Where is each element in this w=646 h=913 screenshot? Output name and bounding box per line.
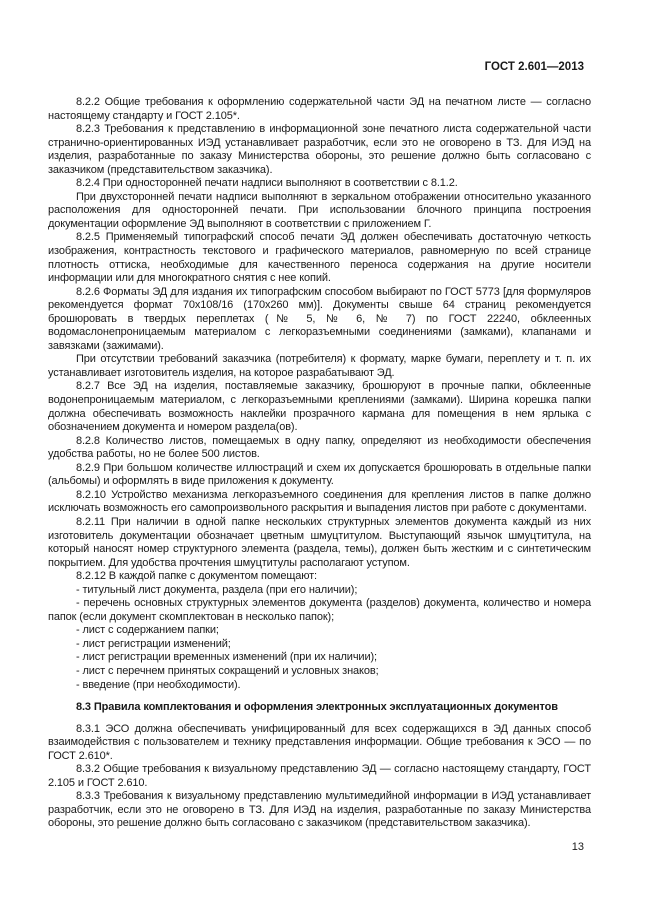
list-item: - титульный лист документа, раздела (при его наличии);: [76, 583, 358, 596]
paragraph-8-2-3: 8.2.3 Требования к представлению в информационной зоне печатного листа содержательной части странично-ориентированных ИЭД устанавливает разработчик, если это не оговорено в ТЗ. Для ИЭД на изделия, разработанные по заказу Министерства обороны, это решение должно быть согласовано с заказчиком (представительством заказчика).: [48, 123, 591, 176]
paragraph-8-2-5: 8.2.5 Применяемый типографский способ печати ЭД должен обеспечивать достаточную четкость изображения, контрастность текстового и графического материалов, равномерную по всей странице плотность оттиска, необходимые для качественного переноса содержания на другие носители информации или для многократного снятия с нее копий.: [48, 231, 591, 285]
paragraph-8-2-7: 8.2.7 Все ЭД на изделия, поставляемые заказчику, брошюруют в прочные папки, обклеенные водонепроницаемым материалом, с легкоразъемными креплениями (замками). Ширина корешка папки должна обеспечивать возможность наклейки прозрачного кармана для помещения в нем ярлыка с обозначением документа и номером раздела(ов).: [48, 380, 591, 434]
folder-contents-list: [48, 584, 591, 692]
list-item: - введение (при необходимости).: [76, 678, 241, 691]
paragraph-8-2-4: 8.2.4 При односторонней печати надписи выполняют в соответствии с 8.1.2.: [76, 177, 458, 190]
paragraph-8-3-1: 8.3.1 ЭСО должна обеспечивать унифицированный для всех содержащихся в ЭД данных способ взаимодействия с пользователем и технику представления информации. Общие требования к ЭСО — по ГОСТ 2.610*.: [48, 722, 591, 762]
paragraph-8-2-6: 8.2.6 Форматы ЭД для издания их типографским способом выбирают по ГОСТ 5773 [для формуляров рекомендуется формат 70x108/16 (170x260 мм)]. Документы свыше 64 страниц рекомендуется брошюровать в твердых переплетах (№ 5, № 6, № 7) по ГОСТ 22240, обклеенных водомаслонепроницаемым материалом с легкоразъемными соединениями (замками), клапанами и завязками (зажимами).: [48, 285, 591, 352]
section-heading-8-3: 8.3 Правила комплектования и оформления электронных эксплуатационных документов: [76, 701, 558, 714]
page-body: [48, 96, 591, 831]
list-item: - лист регистрации изменений;: [76, 637, 231, 650]
paragraph-8-2-2: 8.2.2 Общие требования к оформлению содержательной части ЭД на печатном листе — согласно настоящему стандарту и ГОСТ 2.105*.: [48, 96, 591, 122]
paragraph-8-2-9: 8.2.9 При большом количестве иллюстраций и схем их допускается брошюровать в отдельные папки (альбомы) и оформлять в виде приложения к документу.: [48, 461, 591, 488]
list-item: - лист с перечнем принятых сокращений и условных знаков;: [76, 664, 379, 677]
page-number: 13: [571, 841, 584, 853]
list-item: - перечень основных структурных элементов документа (разделов) документа, количество и номера папок (если документ скомплектован в несколько папок);: [48, 597, 591, 623]
list-item: - лист с содержанием папки;: [76, 624, 219, 637]
paragraph-8-2-12: 8.2.12 В каждой папке с документом помещают:: [76, 570, 317, 583]
paragraph-8-2-10: 8.2.10 Устройство механизма легкоразъемного соединения для крепления листов в папке должно исключать возможность его самопроизвольного раскрытия и выпадения листов при работе с документами.: [48, 488, 591, 515]
paragraph-8-2-4-duplex: При двухсторонней печати надписи выполняют в зеркальном отображении относительно указанного расположения для односторонней печати. При использовании блочного принципа построения документации оформление ЭД выполняют в соответствии с приложением Г.: [48, 190, 591, 230]
paragraph-8-2-6-absence: При отсутствии требований заказчика (потребителя) к формату, марке бумаги, переплету и т. п. их устанавливает изготовитель изделия, на которое разрабатывают ЭД.: [48, 353, 591, 379]
paragraph-8-2-8: 8.2.8 Количество листов, помещаемых в одну папку, определяют из необходимости обеспечения удобства работы, но не более 500 листов.: [48, 434, 591, 461]
list-item: - лист регистрации временных изменений (при их наличии);: [76, 651, 377, 664]
paragraph-8-3-2: 8.3.2 Общие требования к визуальному представлению ЭД — согласно настоящему стандарту, ГОСТ 2.105 и ГОСТ 2.610.: [48, 763, 591, 789]
paragraph-8-3-3: 8.3.3 Требования к визуальному представлению мультимедийной информации в ИЭД устанавливает разработчик, если это не оговорено в ТЗ. Для ИЭД на изделия, разработанные по заказу Министерства обороны, это решение должно быть согласовано с заказчиком (представительством заказчика).: [48, 790, 591, 830]
paragraph-8-2-11: 8.2.11 При наличии в одной папке нескольких структурных элементов документа каждый из них изготовитель документации обозначает цветным шмуцтитулом. Выступающий язычок шмуцтитула, на который наносят номер структурного элемента (раздела, темы), должен быть жестким и с синтетическим покрытием. Для удобства прочтения шмуцтитулы располагают уступом.: [48, 515, 591, 569]
document-code-header: ГОСТ 2.601—2013: [484, 61, 584, 73]
